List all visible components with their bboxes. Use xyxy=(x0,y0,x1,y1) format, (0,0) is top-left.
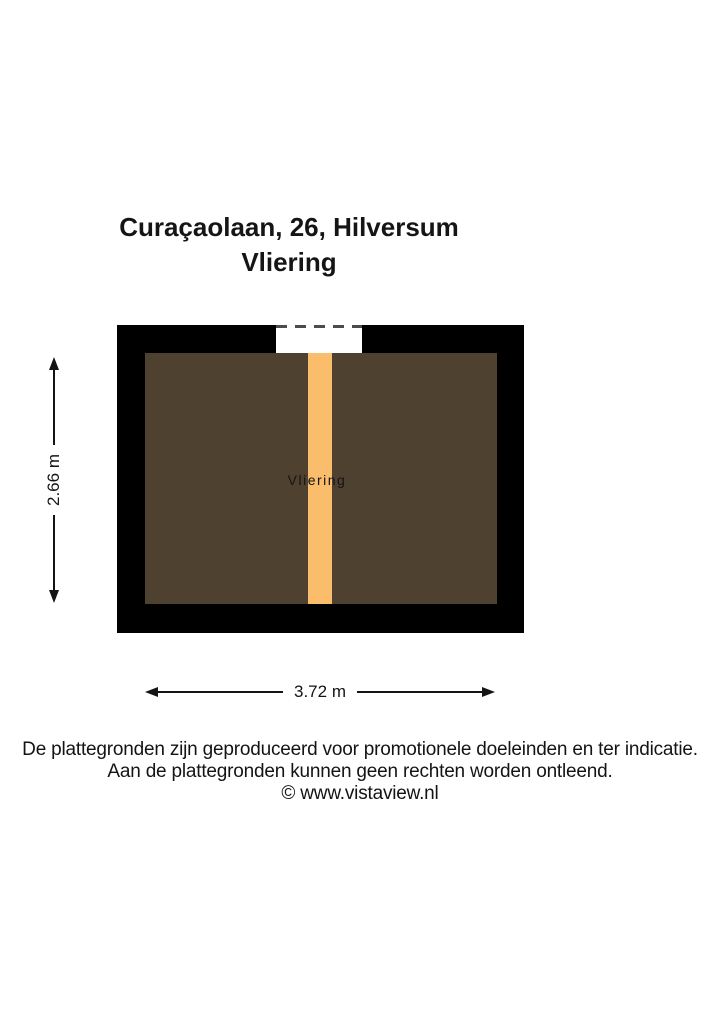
title-floor-name: Vliering xyxy=(241,247,337,277)
arrow-down-icon xyxy=(49,590,59,603)
disclaimer-line-1: De plattegronden zijn geproduceerd voor promotionele doeleinden en ter indicatie. xyxy=(22,739,698,760)
room-label: Vliering xyxy=(287,472,347,488)
hatch-opening xyxy=(276,325,362,353)
arrow-right-icon xyxy=(482,687,495,697)
copyright-line: © www.vistaview.nl xyxy=(281,783,439,804)
width-dimension xyxy=(145,680,495,704)
disclaimer-line-2: Aan de plattegronden kunnen geen rechten worden ontleend. xyxy=(107,761,613,782)
dashed-opening-line xyxy=(276,325,362,328)
floorplan-drawing xyxy=(117,325,524,633)
height-dimension xyxy=(40,357,68,603)
disclaimer xyxy=(0,739,720,805)
page-title xyxy=(0,210,578,280)
width-dimension-label: 3.72 m xyxy=(283,682,357,702)
room-floor xyxy=(145,353,497,604)
height-dimension-label: 2.66 m xyxy=(44,445,64,515)
title-address: Curaçaolaan, 26, Hilversum xyxy=(119,212,459,242)
